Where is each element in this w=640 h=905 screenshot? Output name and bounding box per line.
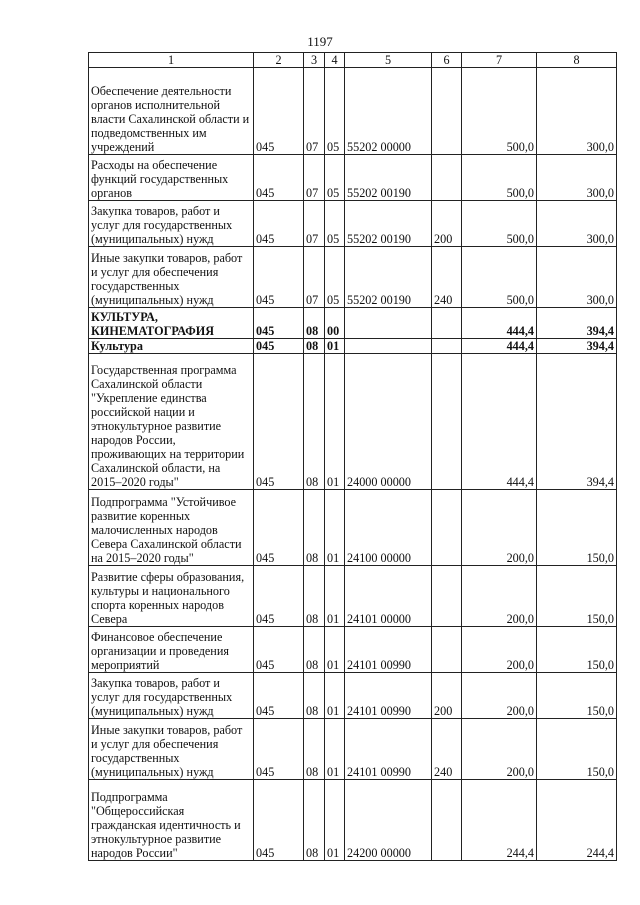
cell-amount-2: 150,0 [537,673,617,719]
table-row [89,354,617,490]
cell-section: 08 [304,308,325,339]
cell-subsection: 00 [325,308,345,339]
cell-section: 08 [304,490,325,566]
column-header: 6 [432,53,462,68]
cell-expense-type [432,354,462,490]
cell-section: 08 [304,627,325,673]
cell-admin-code: 045 [254,780,304,861]
cell-section: 07 [304,155,325,201]
cell-expense-type [432,308,462,339]
cell-expense-type [432,339,462,354]
cell-amount-2: 394,4 [537,308,617,339]
cell-subsection: 05 [325,247,345,308]
table-row [89,247,617,308]
cell-subsection: 05 [325,155,345,201]
cell-amount-1: 500,0 [462,155,537,201]
cell-section: 08 [304,673,325,719]
table-row [89,201,617,247]
row-name: Подпрограмма "Общероссийская гражданская идентичность и этнокультурное развитие народов России" [89,780,254,861]
cell-subsection: 01 [325,339,345,354]
cell-amount-1: 444,4 [462,354,537,490]
row-name: Подпрограмма "Устойчивое развитие коренных малочисленных народов Севера Сахалинской области на 2015–2020 годы" [89,490,254,566]
cell-admin-code: 045 [254,719,304,780]
cell-subsection: 01 [325,673,345,719]
cell-section: 08 [304,354,325,490]
cell-subsection: 01 [325,627,345,673]
row-name: Культура [89,339,254,354]
cell-amount-2: 150,0 [537,719,617,780]
cell-target-article: 55202 00190 [345,155,432,201]
cell-amount-1: 200,0 [462,627,537,673]
cell-section: 08 [304,339,325,354]
column-header: 3 [304,53,325,68]
cell-subsection: 01 [325,780,345,861]
cell-section: 08 [304,719,325,780]
cell-subsection: 01 [325,719,345,780]
row-name: Государственная программа Сахалинской области "Укрепление единства российской нации и этнокультурное развитие народов России, проживающих на территории Сахалинской области, на 2015–2020 годы" [89,354,254,490]
cell-subsection: 05 [325,201,345,247]
row-name: КУЛЬТУРА, КИНЕМАТОГРАФИЯ [89,308,254,339]
cell-section: 07 [304,68,325,155]
column-header: 5 [345,53,432,68]
cell-expense-type [432,566,462,627]
cell-amount-1: 500,0 [462,68,537,155]
cell-admin-code: 045 [254,339,304,354]
cell-target-article: 55202 00190 [345,201,432,247]
cell-amount-2: 150,0 [537,566,617,627]
cell-amount-2: 300,0 [537,68,617,155]
table-row [89,339,617,354]
cell-admin-code: 045 [254,201,304,247]
cell-admin-code: 045 [254,354,304,490]
table-row [89,155,617,201]
cell-amount-2: 394,4 [537,339,617,354]
column-header: 7 [462,53,537,68]
table-row [89,673,617,719]
cell-expense-type [432,780,462,861]
cell-target-article: 24101 00000 [345,566,432,627]
cell-amount-1: 200,0 [462,719,537,780]
cell-expense-type: 240 [432,719,462,780]
column-header: 8 [537,53,617,68]
cell-expense-type [432,155,462,201]
cell-amount-1: 200,0 [462,490,537,566]
cell-target-article: 24100 00000 [345,490,432,566]
row-name: Закупка товаров, работ и услуг для государственных (муниципальных) нужд [89,201,254,247]
table-row [89,566,617,627]
cell-target-article: 24101 00990 [345,719,432,780]
cell-expense-type [432,68,462,155]
header-row [89,53,617,68]
cell-admin-code: 045 [254,490,304,566]
cell-target-article: 55202 00000 [345,68,432,155]
row-name: Развитие сферы образования, культуры и национального спорта коренных народов Севера [89,566,254,627]
cell-admin-code: 045 [254,566,304,627]
cell-section: 08 [304,566,325,627]
row-name: Обеспечение деятельности органов исполнительной власти Сахалинской области и подведомственных им учреждений [89,68,254,155]
cell-amount-1: 244,4 [462,780,537,861]
cell-section: 07 [304,201,325,247]
cell-admin-code: 045 [254,627,304,673]
cell-amount-2: 300,0 [537,201,617,247]
cell-target-article: 24101 00990 [345,627,432,673]
table-row [89,627,617,673]
cell-amount-2: 300,0 [537,247,617,308]
row-name: Закупка товаров, работ и услуг для государственных (муниципальных) нужд [89,673,254,719]
page-number: 1197 [307,34,333,49]
cell-amount-1: 500,0 [462,247,537,308]
cell-admin-code: 045 [254,155,304,201]
cell-amount-2: 150,0 [537,490,617,566]
cell-amount-1: 444,4 [462,308,537,339]
cell-subsection: 01 [325,566,345,627]
cell-amount-1: 200,0 [462,673,537,719]
row-name: Финансовое обеспечение организации и проведения мероприятий [89,627,254,673]
row-name: Иные закупки товаров, работ и услуг для обеспечения государственных (муниципальных) нужд [89,719,254,780]
cell-subsection: 05 [325,68,345,155]
cell-amount-1: 200,0 [462,566,537,627]
cell-section: 08 [304,780,325,861]
table-row [89,719,617,780]
cell-expense-type: 240 [432,247,462,308]
cell-subsection: 01 [325,490,345,566]
column-header: 4 [325,53,345,68]
cell-expense-type [432,627,462,673]
cell-amount-1: 444,4 [462,339,537,354]
table-row [89,780,617,861]
cell-admin-code: 045 [254,673,304,719]
cell-section: 07 [304,247,325,308]
cell-amount-2: 394,4 [537,354,617,490]
cell-admin-code: 045 [254,68,304,155]
cell-target-article: 55202 00190 [345,247,432,308]
row-name: Иные закупки товаров, работ и услуг для обеспечения государственных (муниципальных) нужд [89,247,254,308]
table-row [89,68,617,155]
cell-amount-2: 300,0 [537,155,617,201]
cell-amount-2: 150,0 [537,627,617,673]
table-row [89,308,617,339]
cell-admin-code: 045 [254,247,304,308]
cell-target-article: 24200 00000 [345,780,432,861]
table-row [89,490,617,566]
cell-expense-type [432,490,462,566]
cell-target-article: 24101 00990 [345,673,432,719]
cell-amount-2: 244,4 [537,780,617,861]
cell-admin-code: 045 [254,308,304,339]
cell-target-article [345,308,432,339]
row-name: Расходы на обеспечение функций государственных органов [89,155,254,201]
budget-table [88,52,617,861]
column-header: 1 [89,53,254,68]
cell-expense-type: 200 [432,673,462,719]
cell-amount-1: 500,0 [462,201,537,247]
cell-target-article [345,339,432,354]
cell-subsection: 01 [325,354,345,490]
cell-target-article: 24000 00000 [345,354,432,490]
cell-expense-type: 200 [432,201,462,247]
column-header: 2 [254,53,304,68]
